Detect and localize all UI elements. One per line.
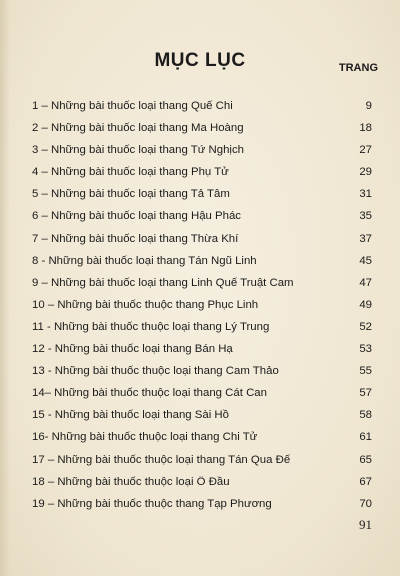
toc-entry	[32, 387, 372, 409]
page-number: 91	[359, 517, 372, 532]
toc-entry-title: 16- Những bài thuốc thuộc loại thang Chi Tử	[32, 431, 258, 444]
toc-entry-page: 65	[359, 453, 372, 466]
toc-entry-title: 14– Những bài thuốc thuộc loại thang Cát Can	[32, 387, 267, 400]
toc-entry-page: 47	[359, 276, 372, 289]
toc-entry-page: 45	[359, 254, 372, 267]
toc-entry	[32, 365, 372, 387]
toc-entry	[32, 476, 372, 498]
toc-entry	[32, 122, 372, 144]
toc-entry	[32, 409, 372, 431]
toc-entry-title: 6 – Những bài thuốc loại thang Hậu Phác	[32, 210, 242, 223]
toc-entry-page: 53	[359, 343, 372, 356]
toc-entry	[32, 166, 372, 188]
toc-entry-title: 4 – Những bài thuốc loại thang Phụ Tử	[32, 166, 229, 179]
toc-entry-title: 15 - Những bài thuốc loại thang Sài Hồ	[32, 409, 229, 422]
toc-entry-title: 9 – Những bài thuốc loại thang Linh Quế Truật Cam	[32, 276, 294, 289]
toc-entry-page: 31	[359, 188, 372, 201]
table-of-contents	[32, 100, 372, 520]
toc-entry-page: 37	[359, 232, 372, 245]
toc-entry-page: 9	[365, 100, 372, 112]
toc-entry	[32, 144, 372, 166]
toc-entry-title: 7 – Những bài thuốc loại thang Thừa Khí	[32, 232, 239, 245]
toc-entry-page: 35	[359, 210, 372, 223]
toc-entry-title: 18 – Những bài thuốc thuộc loại Ô Đầu	[32, 475, 230, 488]
toc-entry	[32, 277, 372, 299]
page-column-label: TRANG	[338, 62, 378, 74]
toc-entry-title: 3 – Những bài thuốc loại thang Tứ Nghịch	[32, 144, 244, 157]
toc-entry	[32, 498, 372, 520]
toc-entry-page: 29	[359, 166, 372, 179]
toc-entry-title: 17 – Những bài thuốc thuộc loại thang Tán Qua Đế	[32, 453, 291, 466]
toc-entry-title: 8 - Những bài thuốc loại thang Tán Ngũ Linh	[32, 254, 257, 267]
toc-entry-page: 49	[359, 298, 372, 311]
toc-entry-title: 5 – Những bài thuốc loại thang Tả Tâm	[32, 188, 230, 201]
toc-entry-title: 12 - Những bài thuốc loại thang Bán Hạ	[32, 343, 233, 356]
toc-entry	[32, 343, 372, 365]
toc-entry	[32, 233, 372, 255]
toc-entry-page: 70	[359, 497, 372, 510]
toc-entry-page: 27	[359, 144, 372, 157]
toc-entry	[32, 299, 372, 321]
toc-entry-page: 52	[359, 320, 372, 333]
toc-entry	[32, 188, 372, 210]
toc-entry	[32, 210, 372, 232]
page-edge-shadow	[0, 0, 10, 576]
toc-entry-title: 1 – Những bài thuốc loại thang Quế Chi	[32, 100, 233, 112]
toc-entry	[32, 431, 372, 453]
toc-entry-title: 2 – Những bài thuốc loại thang Ma Hoàng	[32, 122, 244, 135]
toc-entry-title: 11 - Những bài thuốc thuộc loại thang Lý Trung	[32, 320, 270, 333]
toc-entry-page: 57	[359, 387, 372, 400]
toc-entry-title: 10 – Những bài thuốc thuộc thang Phục Linh	[32, 298, 259, 311]
toc-entry-page: 67	[359, 475, 372, 488]
page-title: MỤC LỤC	[154, 50, 246, 71]
toc-entry-page: 18	[359, 122, 372, 135]
toc-entry	[32, 321, 372, 343]
toc-entry-title: 13 - Những bài thuốc thuộc loại thang Cam Thảo	[32, 365, 279, 378]
toc-entry	[32, 255, 372, 277]
toc-entry	[32, 454, 372, 476]
toc-entry-page: 55	[359, 365, 372, 378]
toc-entry	[32, 100, 372, 122]
toc-entry-page: 61	[359, 431, 372, 444]
toc-entry-title: 19 – Những bài thuốc thuộc thang Tạp Phương	[32, 497, 272, 510]
toc-entry-page: 58	[359, 409, 372, 422]
